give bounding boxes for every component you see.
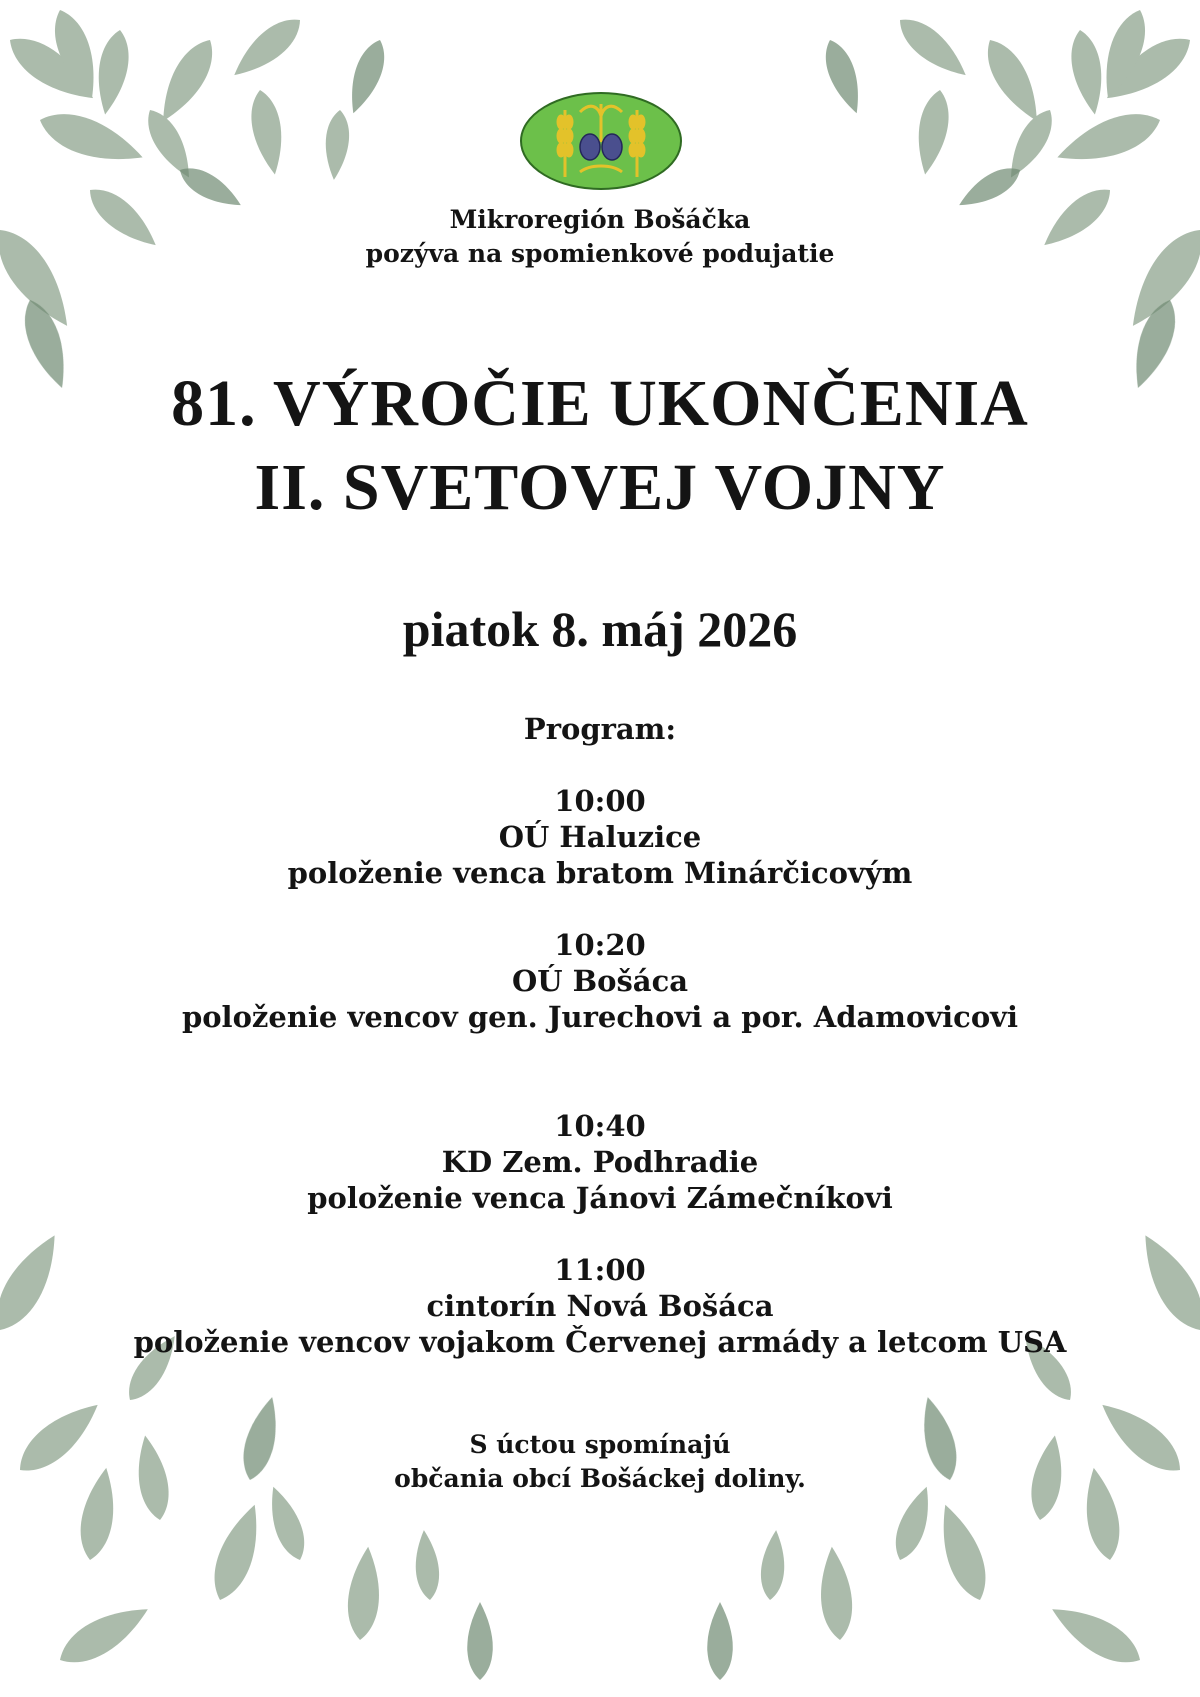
title-line-2: II. SVETOVEJ VOJNY [254,451,946,524]
program-item [0,783,1200,891]
program-item [0,1108,1200,1216]
closing-line-1: S úctou spomínajú [469,1430,731,1459]
program-description: položenie vencov gen. Jurechovi a por. Adamovicovi [181,1000,1019,1034]
program-time: 10:40 [554,1109,646,1143]
program-place: OÚ Bošáca [511,964,689,998]
coat-of-arms-logo-icon [520,92,682,190]
program-item [0,1252,1200,1360]
program-place: cintorín Nová Bošáca [426,1289,774,1323]
program-description: položenie venca bratom Minárčicovým [287,856,913,890]
title-line-1: 81. VÝROČIE UKONČENIA [171,367,1029,440]
program-time: 10:20 [554,928,646,962]
program-description: položenie venca Jánovi Zámečníkovi [307,1181,893,1215]
invitation-text: pozýva na spomienkové podujatie [365,239,835,268]
program-item [0,927,1200,1035]
program-place: OÚ Haluzice [498,820,702,854]
program-label: Program: [523,712,677,746]
program-place: KD Zem. Podhradie [441,1145,759,1179]
organizer-name: Mikroregión Bošáčka [449,205,751,234]
program-time: 11:00 [554,1253,646,1287]
event-date: piatok 8. máj 2026 [402,601,798,657]
closing-line-2: občania obcí Bošáckej doliny. [394,1464,806,1493]
program-description: položenie vencov vojakom Červenej armády a letcom USA [133,1325,1067,1359]
program-time: 10:00 [554,784,646,818]
